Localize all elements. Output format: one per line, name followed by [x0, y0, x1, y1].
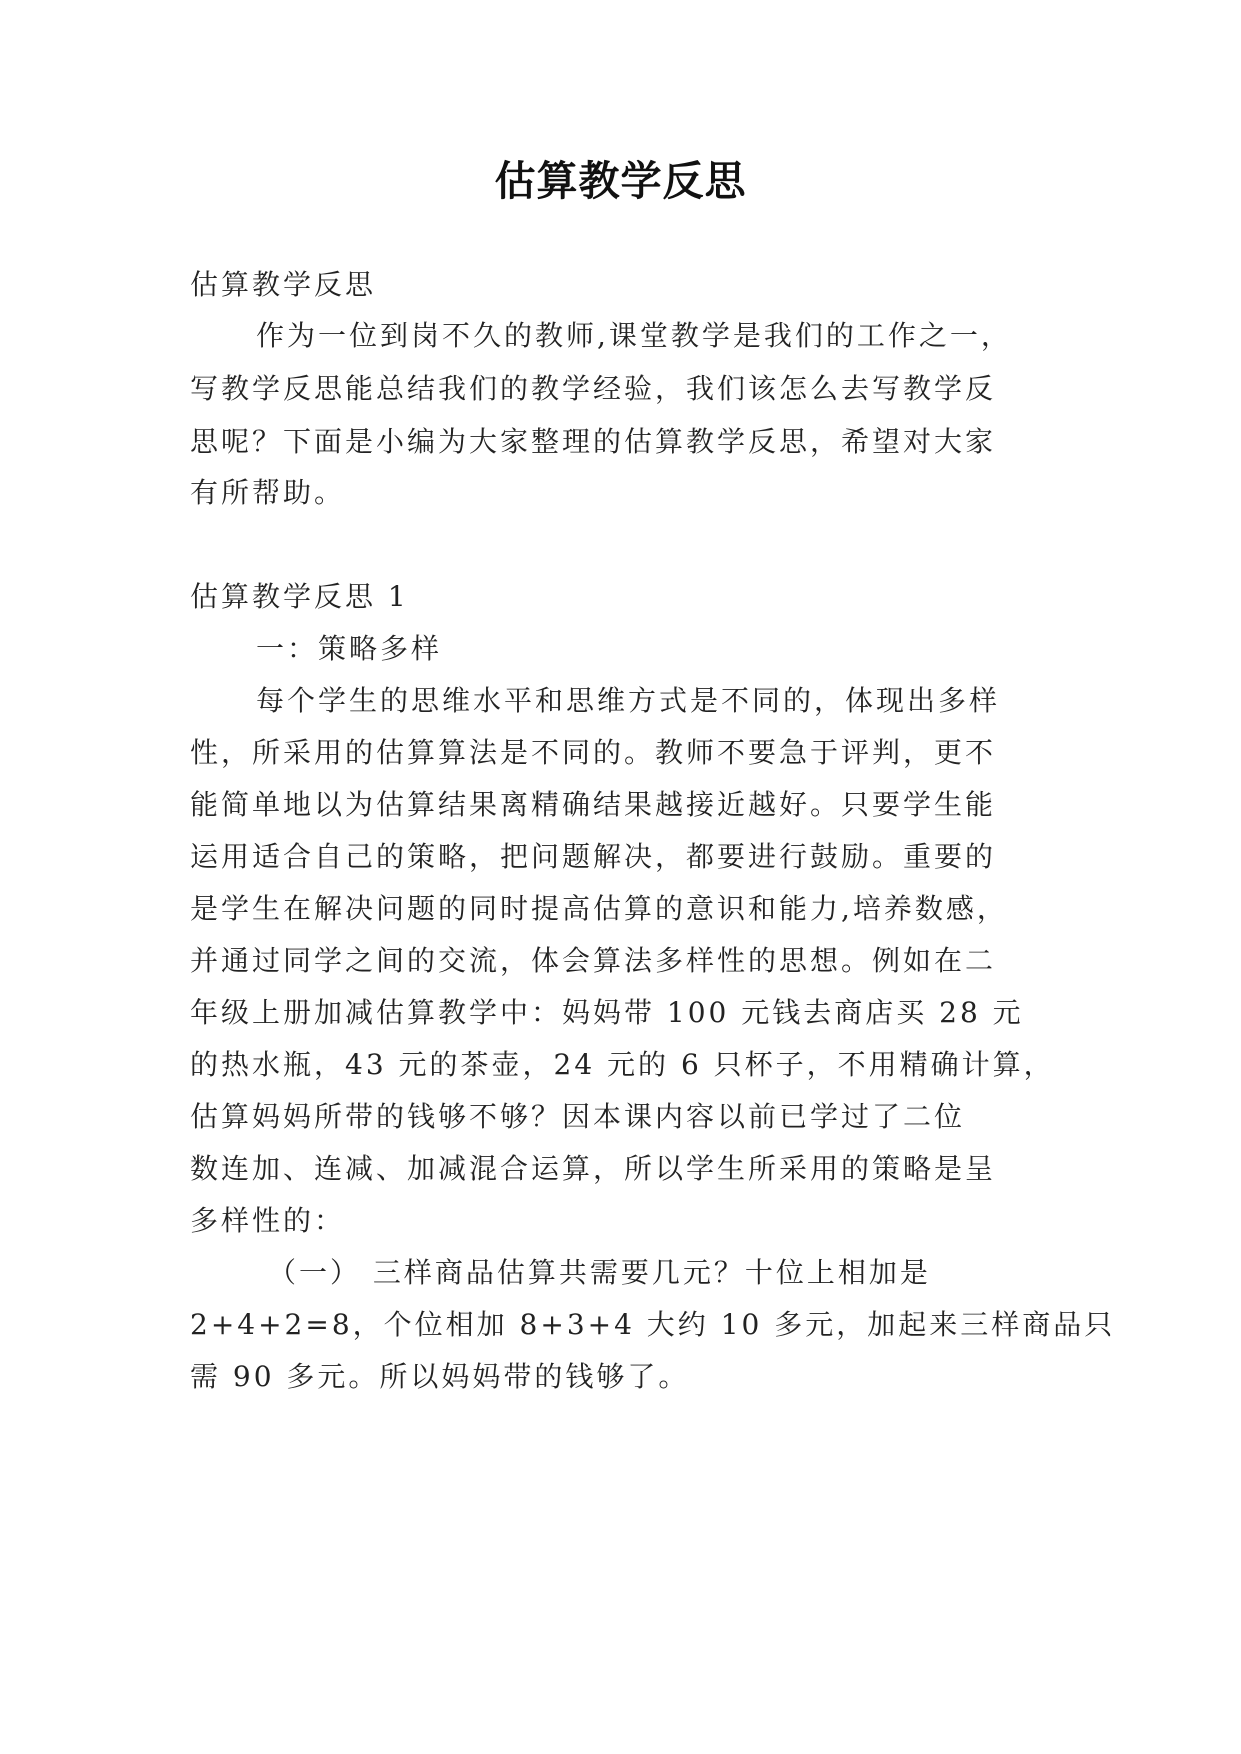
paragraph-line: 年级上册加减估算教学中：妈妈带 100 元钱去商店买 28 元	[190, 996, 1024, 1029]
paragraph-line: 估算妈妈所带的钱够不够？因本课内容以前已学过了二位	[190, 1100, 966, 1133]
paragraph-line: 有所帮助。	[190, 476, 346, 509]
paragraph-line: 作为一位到岗不久的教师,课堂教学是我们的工作之一，	[256, 319, 1012, 352]
section-heading-1: 估算教学反思 1	[190, 580, 409, 613]
paragraph-line: 数连加、连减、加减混合运算，所以学生所采用的策略是呈	[190, 1152, 997, 1185]
document-title: 估算教学反思	[494, 157, 747, 205]
paragraph-line: （一） 三样商品估算共需要几元？十位上相加是	[268, 1256, 931, 1289]
section-heading-intro: 估算教学反思	[190, 268, 377, 301]
paragraph-line: 并通过同学之间的交流，体会算法多样性的思想。例如在二	[190, 944, 997, 977]
paragraph-line: 的热水瓶，43 元的茶壶，24 元的 6 只杯子，不用精确计算，	[190, 1048, 1055, 1081]
paragraph-line: 多样性的：	[190, 1204, 346, 1237]
paragraph-line: 写教学反思能总结我们的教学经验，我们该怎么去写教学反	[190, 372, 997, 405]
paragraph-line: 思呢？下面是小编为大家整理的估算教学反思，希望对大家	[190, 425, 997, 458]
paragraph-line: 需 90 多元。所以妈妈带的钱够了。	[190, 1360, 690, 1393]
paragraph-line: 能简单地以为估算结果离精确结果越接近越好。只要学生能	[190, 788, 997, 821]
paragraph-line: 每个学生的思维水平和思维方式是不同的，体现出多样	[256, 684, 1001, 717]
paragraph-line: 性，所采用的估算算法是不同的。教师不要急于评判，更不	[190, 736, 997, 769]
subheading-strategy: 一：策略多样	[256, 632, 443, 665]
paragraph-line: 运用适合自己的策略，把问题解决，都要进行鼓励。重要的	[190, 840, 997, 873]
paragraph-line: 是学生在解决问题的同时提高估算的意识和能力,培养数感，	[190, 892, 1008, 925]
paragraph-line: 2+4+2=8，个位相加 8+3+4 大约 10 多元，加起来三样商品只	[190, 1308, 1116, 1341]
